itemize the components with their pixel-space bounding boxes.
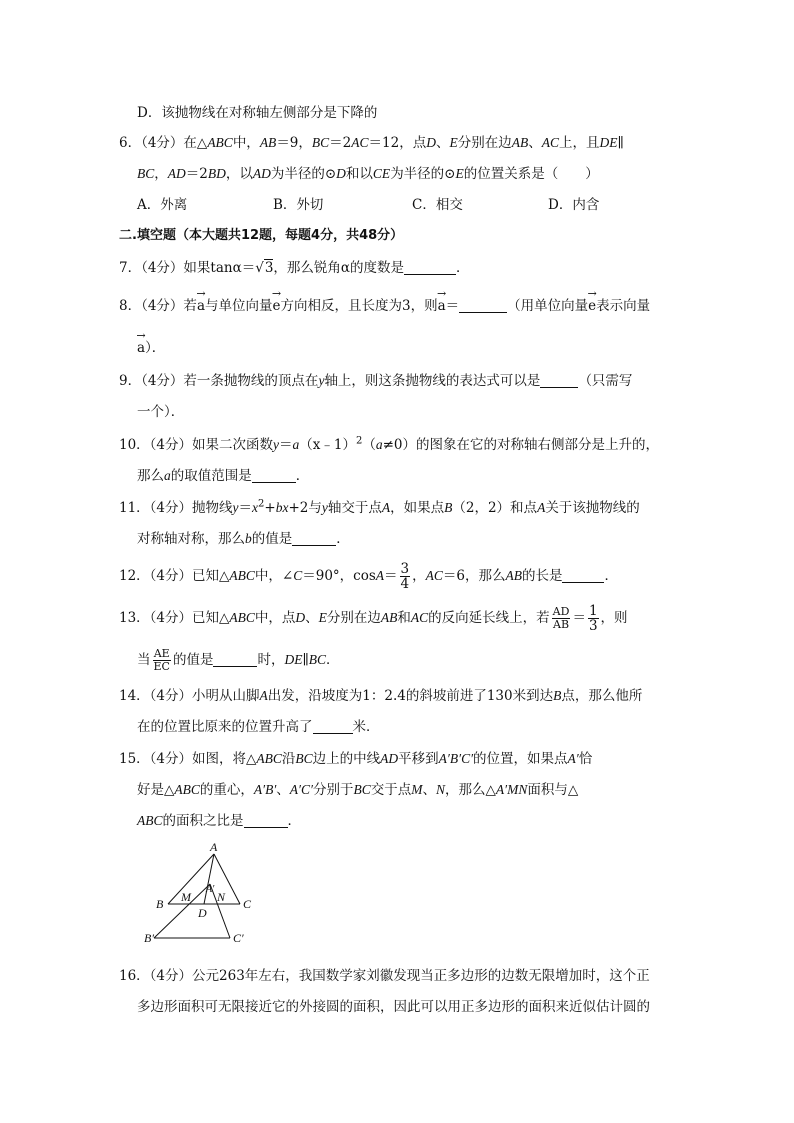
text: x [252,500,259,515]
text: ＝ [238,500,253,516]
text: A [259,688,268,703]
q6-option-a: A．外离 [137,197,188,213]
text: 14．（4分）小明从山脚 [119,688,260,704]
text: ，那么△ [445,782,496,798]
text: ABC [229,610,255,625]
text: D [426,135,436,150]
text: 、 [422,782,436,798]
text: 12．（4分）已知△ [119,568,230,584]
text: 表示向量 [596,298,651,314]
section-title: 二.填空题（本大题共12题，每题4分，共48分） [119,228,404,243]
text: BC [308,652,326,667]
text: ＝6，那么 [442,568,506,584]
text: （只需写 [578,373,633,389]
q6-option-c: C．相交 [412,197,463,213]
vector-a: → a [137,338,145,358]
question-10-line1 [119,435,659,455]
text: A′MN [495,782,528,797]
answer-blank[interactable] [404,260,456,275]
text: 的值是 [172,652,214,668]
text: 轴上，则这条抛物线的表达式可以是 [324,373,541,389]
text: ＝2 [185,166,208,182]
text: ＝9， [276,135,312,151]
text: 2 [258,498,265,510]
text: 的长是 [521,568,563,584]
answer-blank[interactable] [562,568,604,583]
text: 上，且 [558,135,600,151]
text: AD [380,751,399,766]
denominator: 4 [400,576,410,592]
text: 的值是 [251,531,293,547]
text: 的位置关系是（ ） [463,166,599,182]
text: E [318,610,327,625]
vector-a: → a [438,296,446,316]
text: 分别在边 [326,610,381,626]
text: D [295,610,306,625]
text: + [264,500,276,516]
text: A′B′ [253,782,277,797]
text: AC [410,610,429,625]
label-n: N [217,890,226,904]
answer-blank[interactable] [540,373,578,388]
question-9-line1 [119,371,632,391]
text: ＝2 [329,135,352,151]
fraction [552,606,571,631]
text: ）． [145,340,166,356]
text: B [444,500,453,515]
text: ， [154,166,168,182]
text: 和 [397,610,411,626]
text: ≠0）的图象在它的对称轴右侧部分是上升的， [382,437,660,453]
text: 平移到 [398,751,439,767]
text: ，那么锐角α的度数是 [273,260,405,276]
text: 2 [355,435,363,447]
label-d: D [198,906,207,920]
text: AB [380,610,398,625]
text: ，则 [600,610,628,626]
segment-ab [168,854,214,904]
question-11-line1 [119,498,640,518]
text: 的重心， [199,782,254,798]
text: ＝12，点 [368,135,427,151]
answer-blank[interactable] [292,531,336,546]
text: AC [351,135,369,150]
text: 中，∠ [254,568,294,584]
text: 中，点 [254,610,296,626]
text: ABC [174,782,200,797]
text: 、 [305,610,319,626]
question-11-line2 [137,529,350,549]
text: （ [362,437,376,453]
text: ． [456,260,470,276]
answer-blank[interactable] [213,652,257,667]
text: M [411,782,423,797]
text: DE [284,652,303,667]
fraction [400,562,411,591]
text: A [537,500,546,515]
text: （x﹣1） [299,437,356,453]
text: 3 [264,260,274,276]
text: 11．（4分）抛物线 [119,500,233,516]
text: 关于该抛物线的 [545,500,640,516]
question-14-line2 [137,717,380,737]
q6-option-b: B．外切 [273,197,324,213]
text: ． [325,652,340,668]
question-15-line1 [119,749,592,769]
text: 、 [435,135,450,151]
text: AC [541,135,559,150]
text: 在的位置比原来的位置升高了 [137,719,313,735]
answer-blank[interactable] [244,813,288,828]
text: BC [311,135,330,150]
text: 沿 [281,751,296,767]
text: C [293,568,303,583]
text: AB [259,135,277,150]
label-b: B [156,897,164,911]
text: 方向相反，且长度为3，则 [280,298,438,314]
text: ＝ [384,568,398,584]
text: 15．（4分）如图，将△ [119,751,257,767]
text: A′B′C′ [438,751,474,766]
text: 13．（4分）已知△ [119,610,230,626]
text: 分别在边 [457,135,512,151]
answer-blank[interactable] [313,719,353,734]
text: 当 [137,652,151,668]
label-a-prime: A′ [206,884,215,895]
text: D [336,166,346,181]
text: ABC [207,135,233,150]
text: 出发，沿坡度为1：2.4的斜坡前进了130米到达 [267,688,554,704]
q5-option-d: D．该抛物线在对称轴左侧部分是下降的 [137,105,378,121]
text: A′C′ [289,782,313,797]
text: BC [137,166,155,181]
text: A [375,568,385,583]
text: 为半径的⊙ [390,166,456,182]
fraction [153,648,171,673]
text: 时， [257,652,285,668]
text: 、 [528,135,542,151]
segment-ad [204,854,214,904]
q6-option-d: D．内含 [548,197,600,213]
label-b-prime: B′ [144,931,154,945]
text: y [321,500,328,515]
text: ABC [229,568,255,583]
text: AC [425,568,443,583]
text: A′ [567,751,579,766]
text: a [292,437,300,452]
numerator: AE [153,647,170,660]
text: 交于点 [370,782,412,798]
text: 米． [352,719,380,735]
text: AD [167,166,186,181]
question-6-line2 [137,164,599,184]
text: ＝ [445,298,460,314]
numerator: 1 [588,603,598,619]
text: ∥ [302,652,309,668]
question-16-line2: 多边形面积可无限接近它的外接圆的面积，因此可以用正多边形的面积来近似估计圆的 [137,999,650,1015]
question-9-line2: 一个）． [137,404,185,420]
denominator: AB [553,618,570,631]
text: 6．（4分）在△ [119,135,208,151]
text: 面积与△ [527,782,579,798]
text: CE [372,166,391,181]
text: a [164,468,171,483]
text: AD [252,166,271,181]
text: ＝ [572,610,586,626]
text: 为半径的⊙ [270,166,337,182]
question-8-line1 [119,296,650,316]
text: 那么 [137,468,164,484]
text: B [553,688,562,703]
text: 10．（4分）如果二次函数 [119,437,274,453]
text: 中， [232,135,260,151]
text: 的位置，如果点 [473,751,568,767]
text: 7．（4分）如果tanα＝ [119,260,256,276]
label-a: A [210,840,218,854]
text: 8．（4分）若 [119,298,197,314]
text: ， [412,568,426,584]
fraction [588,604,599,633]
text: BC [295,751,313,766]
label-m: M [181,890,191,904]
text: 的取值范围是 [170,468,252,484]
text: 、 [276,782,290,798]
text: 9．（4分）若一条抛物线的顶点在 [119,373,319,389]
text: +2与 [288,500,322,516]
text: ＝ [279,437,293,453]
text: 边上的中线 [312,751,381,767]
text: 的反向延长线上，若 [428,610,550,626]
text: ABC [256,751,282,766]
text: （用单位向量 [507,298,589,314]
sqrt-sign: √ [255,260,264,276]
text: N [435,782,445,797]
triangle-figure [140,840,260,950]
text: 和以 [345,166,373,182]
text: 点，那么他所 [561,688,643,704]
text: ∥ [617,135,624,151]
text: （2，2）和点 [452,500,538,516]
text: y [318,373,325,388]
denominator: 3 [588,618,598,634]
text: 对称轴对称，那么 [137,531,245,547]
numerator: 3 [400,561,410,577]
text: ． [295,468,310,484]
text: ． [336,531,350,547]
text: A [381,500,391,515]
text: 与单位向量 [205,298,273,314]
denominator: EC [153,660,170,673]
text: ，如果点 [390,500,445,516]
question-15-line2 [137,780,578,800]
question-10-line2 [137,466,309,486]
question-7 [119,258,470,278]
answer-blank[interactable] [252,468,296,483]
text: DE [599,135,618,150]
text: ． [604,568,618,584]
numerator: AD [552,605,570,618]
text: 好是△ [137,782,175,798]
text: 分别于 [312,782,354,798]
text: BD [207,166,226,181]
text: 的面积之比是 [162,813,244,829]
text: ，以 [225,166,253,182]
text: 恰 [578,751,593,767]
text: a [375,437,383,452]
text: 轴交于点 [327,500,382,516]
answer-blank[interactable] [459,298,507,313]
vector-e: → e [588,296,596,316]
vector-e: → e [273,296,281,316]
vector-a: → a [197,296,205,316]
text: bx [275,500,289,515]
question-6-line1 [119,133,624,153]
text: ABC [137,813,163,828]
text: ＝90°，cos [302,568,376,584]
text: AB [511,135,529,150]
text: y [232,500,239,515]
label-c: C [243,897,252,911]
question-8-line2 [137,338,165,358]
text: E [455,166,464,181]
text: E [449,135,458,150]
text: b [245,531,252,546]
text: BC [353,782,371,797]
question-15-line3 [137,811,301,831]
question-12 [119,562,618,591]
text: AB [505,568,522,583]
text: ． [287,813,301,829]
question-13-line2 [137,648,339,673]
question-16-line1: 16．（4分）公元263年左右，我国数学家刘徽发现当正多边形的边数无限增加时，这个正 [119,968,650,984]
question-13-line1 [119,604,628,633]
text: y [273,437,280,452]
label-c-prime: C′ [233,931,244,945]
question-14-line1 [119,686,642,706]
